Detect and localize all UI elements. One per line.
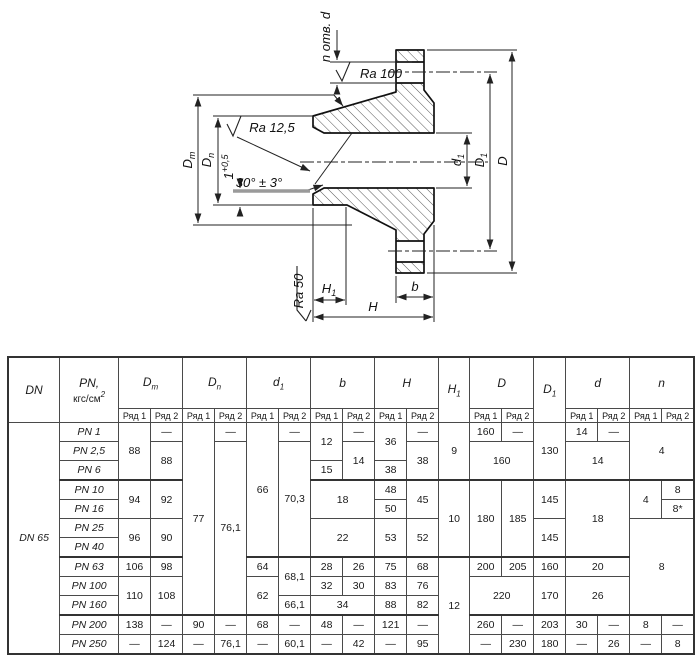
subcol-header-D-ryad2: Ряд 2	[502, 409, 534, 423]
cell-h1: 50	[375, 500, 407, 519]
label-dim-H1: $H_1$	[321, 281, 337, 298]
subcol-header-d-ryad2: Ряд 2	[598, 409, 630, 423]
subcol-header-d-ryad1: Ряд 1	[566, 409, 598, 423]
cell-h2: 52	[407, 519, 439, 558]
cell-pn: PN 16	[60, 500, 119, 519]
cell-h2: 45	[407, 480, 439, 519]
cell-h2: 38	[407, 442, 439, 481]
subcol-header-n-ryad2: Ряд 2	[662, 409, 694, 423]
label-dim-D1: $D_1$	[472, 152, 489, 168]
cell-d12: —	[279, 615, 311, 635]
table-body	[8, 423, 694, 655]
cell-dd: 14	[566, 442, 630, 481]
cell-pn: PN 6	[60, 461, 119, 481]
cell-dn: DN 65	[8, 423, 60, 655]
cell-b1: 48	[311, 615, 343, 635]
subcol-header-H-ryad2: Ряд 2	[407, 409, 439, 423]
label-dim-d1: $d_1$	[449, 153, 466, 167]
cell-h1: 48	[375, 480, 407, 500]
cell-h2: —	[407, 423, 439, 442]
label-dim-dn: $D_n$	[199, 152, 216, 168]
cell-DD1: 145	[534, 519, 566, 558]
cell-Dr2: 185	[502, 480, 534, 557]
cell-dm2: 92	[151, 480, 183, 519]
cell-hh1: 9	[439, 423, 470, 481]
cell-b: 18	[311, 480, 375, 519]
cell-dm1: 88	[119, 423, 151, 481]
cell-pn: PN 2,5	[60, 442, 119, 461]
table-row	[8, 442, 694, 461]
subcol-header-b-ryad2: Ряд 2	[343, 409, 375, 423]
cell-hh1: 12	[439, 557, 470, 654]
cell-Dr2: 230	[502, 635, 534, 655]
label-angle: 30° ± 3°	[235, 175, 283, 190]
cell-dd: 26	[566, 577, 630, 616]
col-header-dn: DN	[8, 357, 60, 423]
cell-dm2: 108	[151, 577, 183, 616]
label-dim-b: b	[411, 279, 419, 294]
label-dim-dm: $D_m$	[180, 151, 197, 169]
cell-dm1: 110	[119, 577, 151, 616]
subcol-header-n-ryad1: Ряд 1	[630, 409, 662, 423]
cell-b1: —	[311, 635, 343, 655]
cell-h2: 68	[407, 557, 439, 577]
cell-dd1: 14	[566, 423, 598, 442]
cell-b1: 12	[311, 423, 343, 461]
cell-Dr1: —	[470, 635, 502, 655]
bore-bevel-line	[315, 133, 352, 184]
cell-b1: 15	[311, 461, 343, 481]
cell-pn: PN 40	[60, 538, 119, 558]
cell-dm2: 90	[151, 519, 183, 558]
cell-dm2: 88	[151, 442, 183, 481]
cell-h1: 83	[375, 577, 407, 596]
label-holes: n отв. d	[318, 11, 333, 63]
cell-n2: 8	[662, 480, 694, 500]
cell-n: 4	[630, 423, 694, 481]
cell-dd: 18	[566, 480, 630, 557]
dimension-table-section	[0, 356, 700, 655]
cell-Dr1: 260	[470, 615, 502, 635]
col-header-H1: $H_1$	[439, 357, 470, 423]
label-dim-H: H	[368, 299, 378, 314]
cell-dm2: —	[151, 423, 183, 442]
cell-dm2: 98	[151, 557, 183, 577]
cell-Dr1: 180	[470, 480, 502, 557]
cell-n2: 8	[662, 635, 694, 655]
flange-dimension-table	[7, 356, 695, 655]
cell-dn2: 76,1	[215, 635, 247, 655]
cell-n1: —	[630, 635, 662, 655]
cell-pn: PN 160	[60, 596, 119, 616]
cell-h2: 95	[407, 635, 439, 655]
subcol-header-dnn-ryad1: Ряд 1	[183, 409, 215, 423]
cell-n1: 4	[630, 480, 662, 519]
cell-dn1: —	[183, 635, 215, 655]
subcol-header-dnn-ryad2: Ряд 2	[215, 409, 247, 423]
cell-h1: —	[375, 635, 407, 655]
cell-h1: 121	[375, 615, 407, 635]
cell-dd: 20	[566, 557, 630, 577]
cell-pn: PN 25	[60, 519, 119, 538]
cell-hh1: 10	[439, 480, 470, 557]
cell-b2: 26	[343, 557, 375, 577]
col-header-dnn: $D_n$	[183, 357, 247, 409]
col-header-D: D	[470, 357, 534, 409]
leader-ra-bore	[237, 137, 310, 171]
cell-dm1: —	[119, 635, 151, 655]
cell-Dr: 220	[470, 577, 534, 616]
cell-n2: —	[662, 615, 694, 635]
cell-dn1: 90	[183, 615, 215, 635]
cell-pn: PN 200	[60, 615, 119, 635]
cell-DD1: 180	[534, 635, 566, 655]
table-row	[8, 557, 694, 577]
subcol-header-H-ryad1: Ряд 1	[375, 409, 407, 423]
cell-d11: 68	[247, 615, 279, 635]
cell-dn1: 77	[183, 423, 215, 616]
cell-h2: —	[407, 615, 439, 635]
cell-h1: 75	[375, 557, 407, 577]
cell-pn: PN 1	[60, 423, 119, 442]
label-dim-D: D	[495, 156, 510, 166]
cell-b2: 14	[343, 442, 375, 481]
cell-d11: 66	[247, 423, 279, 558]
cell-Dr2: —	[502, 615, 534, 635]
cell-dn2: 76,1	[215, 442, 247, 616]
cell-b2: 30	[343, 577, 375, 596]
cell-dm1: 94	[119, 480, 151, 519]
cell-n: 8	[630, 519, 694, 616]
cell-d12: 68,1	[279, 557, 311, 596]
cell-b2: 42	[343, 635, 375, 655]
cell-Dr2: 205	[502, 557, 534, 577]
cell-d12: 60,1	[279, 635, 311, 655]
cell-dm1: 96	[119, 519, 151, 558]
cell-d11: 62	[247, 577, 279, 616]
subcol-header-d1-ryad1: Ряд 1	[247, 409, 279, 423]
col-header-b: b	[311, 357, 375, 409]
cell-dm1: 106	[119, 557, 151, 577]
subcol-header-D-ryad1: Ряд 1	[470, 409, 502, 423]
cell-Dr1: 200	[470, 557, 502, 577]
col-header-pn: PN, кгс/$см^2$	[60, 357, 119, 423]
table-row	[8, 635, 694, 655]
cell-Dr1: 160	[470, 423, 502, 442]
leader-dm-slope	[334, 95, 343, 106]
cell-DD1: 160	[534, 557, 566, 577]
cell-dn2: —	[215, 615, 247, 635]
cell-d11: —	[247, 635, 279, 655]
col-header-d: d	[566, 357, 630, 409]
cell-DD1: 145	[534, 480, 566, 519]
cell-dd2: —	[598, 615, 630, 635]
subcol-header-dm-ryad2: Ряд 2	[151, 409, 183, 423]
cell-Dr2: —	[502, 423, 534, 442]
cell-pn: PN 63	[60, 557, 119, 577]
col-header-dm: $D_m$	[119, 357, 183, 409]
cell-d12: 66,1	[279, 596, 311, 616]
table-row	[8, 577, 694, 596]
table-row	[8, 615, 694, 635]
cell-h1: 88	[375, 596, 407, 616]
cell-dd2: 26	[598, 635, 630, 655]
cell-dd1: —	[566, 635, 598, 655]
cell-DD1: 170	[534, 577, 566, 616]
cell-b2: —	[343, 615, 375, 635]
table-header	[8, 357, 694, 423]
table-row	[8, 423, 694, 442]
cell-pn: PN 100	[60, 577, 119, 596]
cell-n1: 8	[630, 615, 662, 635]
col-header-d1: $d_1$	[247, 357, 311, 409]
cell-dd2: —	[598, 423, 630, 442]
cell-Dr: 160	[470, 442, 534, 481]
cell-dd1: 30	[566, 615, 598, 635]
cell-h1: 38	[375, 461, 407, 481]
cell-h1: 36	[375, 423, 407, 461]
col-header-D1: $D_1$	[534, 357, 566, 423]
cell-dn2: —	[215, 423, 247, 442]
cell-dm2: —	[151, 615, 183, 635]
cell-b2: —	[343, 423, 375, 442]
col-header-H: H	[375, 357, 439, 409]
cell-DD1: 130	[534, 423, 566, 481]
cell-pn: PN 10	[60, 480, 119, 500]
cell-d12: —	[279, 423, 311, 442]
cell-dm2: 124	[151, 635, 183, 655]
subcol-header-b-ryad1: Ряд 1	[311, 409, 343, 423]
label-ra100: Ra 100	[360, 66, 402, 81]
cell-b1: 32	[311, 577, 343, 596]
subcol-header-d1-ryad2: Ряд 2	[279, 409, 311, 423]
cell-h2: 82	[407, 596, 439, 616]
cell-d11: 64	[247, 557, 279, 577]
label-ra125: Ra 12,5	[249, 120, 295, 135]
col-header-n: n	[630, 357, 694, 409]
subcol-header-dm-ryad1: Ряд 1	[119, 409, 151, 423]
label-ra50: Ra 50	[291, 273, 306, 309]
label-land: $1^{+0,5}$	[220, 154, 236, 180]
cell-n2: 8*	[662, 500, 694, 519]
cell-b: 22	[311, 519, 375, 558]
cell-h1: 53	[375, 519, 407, 558]
table-row	[8, 480, 694, 500]
cell-DD1: 203	[534, 615, 566, 635]
cell-dm1: 138	[119, 615, 151, 635]
cell-h2: 76	[407, 577, 439, 596]
cell-b1: 28	[311, 557, 343, 577]
cell-pn: PN 250	[60, 635, 119, 655]
cell-d12: 70,3	[279, 442, 311, 558]
cell-b: 34	[311, 596, 375, 616]
